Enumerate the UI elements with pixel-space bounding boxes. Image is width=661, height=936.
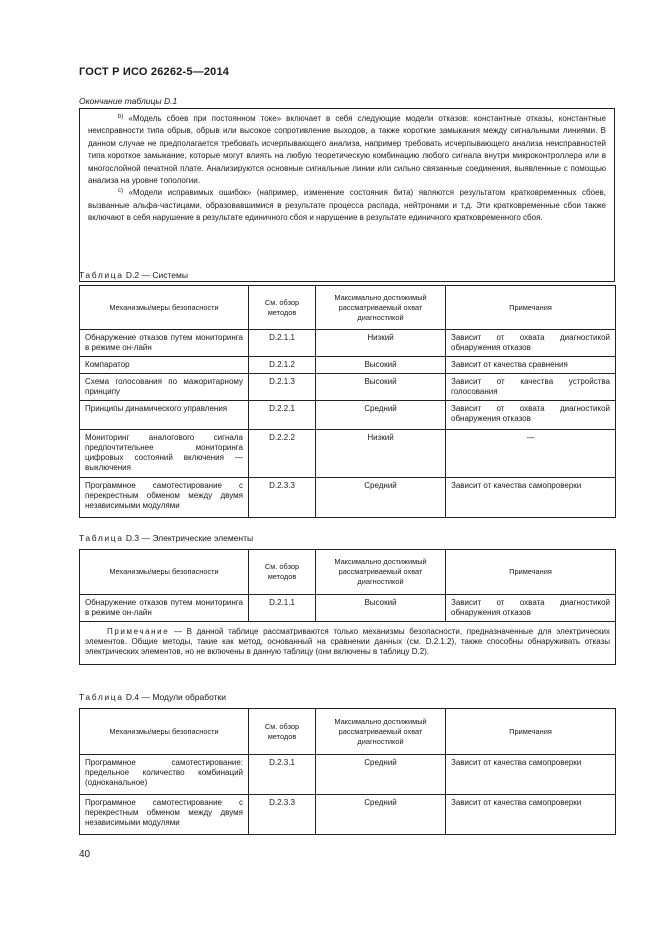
table-d4-caption-title: D.4 — Модули обработки — [123, 692, 226, 702]
table-cell: Зависит от охвата диагностикой обнаружения отказов — [446, 401, 616, 430]
table-header-row — [80, 286, 616, 330]
table-cell: Схема голосования по мажоритарному принципу — [80, 374, 249, 401]
table-d2-caption — [79, 270, 188, 280]
footnote-b-mark: b) — [118, 114, 124, 120]
table-cell: Низкий — [316, 430, 446, 478]
table-row — [80, 357, 616, 374]
column-header: Примечания — [446, 709, 616, 755]
table-cell: Средний — [316, 755, 446, 795]
table-d2-caption-label: Таблица — [79, 270, 124, 280]
column-header: См. обзор методов — [249, 286, 316, 330]
table-cell: D.2.2.1 — [249, 401, 316, 430]
table-cell: Низкий — [316, 330, 446, 357]
table-cell: D.2.3.3 — [249, 478, 316, 518]
table-cell: Программное самотестирование с перекрестным обменом между двумя независимыми модулями — [80, 795, 249, 835]
table-d3-note — [80, 622, 616, 665]
table-cell: D.2.1.3 — [249, 374, 316, 401]
table-row — [80, 595, 616, 622]
table-cell: D.2.1.2 — [249, 357, 316, 374]
table-cell: Зависит от качества устройства голосования — [446, 374, 616, 401]
table-d2 — [79, 285, 616, 518]
table-cell: Зависит от качества сравнения — [446, 357, 616, 374]
table-d3-note-label: Примечание — [107, 627, 170, 636]
table-cell: — — [446, 430, 616, 478]
table-d1-continuation-caption: Окончание таблицы D.1 — [79, 96, 178, 106]
table-row — [80, 401, 616, 430]
table-cell: Обнаружение отказов путем мониторинга в режиме он-лайн — [80, 595, 249, 622]
table-cell: D.2.3.1 — [249, 755, 316, 795]
table-d3-caption — [79, 533, 253, 543]
column-header: Механизмы/меры безопасности — [80, 286, 249, 330]
column-header: Примечания — [446, 286, 616, 330]
table-cell: Средний — [316, 401, 446, 430]
table-cell: Зависит от охвата диагностикой обнаружения отказов — [446, 595, 616, 622]
column-header: Максимально достижимый рассматриваемый охват диагностикой — [316, 709, 446, 755]
table-d4-caption-label: Таблица — [79, 692, 124, 702]
table-row — [80, 478, 616, 518]
table-cell: Высокий — [316, 357, 446, 374]
table-cell: Компаратор — [80, 357, 249, 374]
footnote-c-mark: c) — [118, 188, 123, 195]
table-row — [80, 330, 616, 357]
table-header-row — [80, 550, 616, 595]
footnote-c-text: «Модели исправимых ошибок» (например, изменение состояния бита) являются результатом кратковременных сбоев, вызванные альфа-частицами, образовавшимися в результате процесса распада, нейтронами и т.д. Эти кратковременные сбои также включают в себя нарушение в результате единичного сбоя и нарушение в результате единичного кратковременного сбоя. — [88, 188, 606, 223]
table-cell: D.2.3.3 — [249, 795, 316, 835]
table-cell: D.2.1.1 — [249, 330, 316, 357]
table-cell: D.2.2.2 — [249, 430, 316, 478]
column-header: См. обзор методов — [249, 550, 316, 595]
table-note-row — [80, 622, 616, 665]
footnote-b-text: «Модель сбоев при постоянном токе» включает в себя следующие модели отказов: константные отказы, константные неисправности типа обрыв, обрыв или высокое сопротивление выходов, а также короткие замыкания между сигнальными линиями. В данном случае не предполагается требовать исчерпывающего анализа, например требовать исчерпывающего анализа неисправностей типа короткое замыкание, которые могут влиять на любую теоретическую комбинацию любого сигнала внутри микроконтроллера или в многослойной печатной плате. Анализируются основные сигнальные линии или сильно связанные соединения, выявленные с помощью анализа на уровне топологии. — [88, 114, 606, 186]
table-d3-caption-title: D.3 — Электрические элементы — [123, 533, 254, 543]
table-d3-caption-label: Таблица — [79, 533, 124, 543]
table-cell: Мониторинг аналогового сигнала предпочтительнее мониторинга цифровых состояний включения — выключения — [80, 430, 249, 478]
table-cell: Зависит от качества самопроверки — [446, 795, 616, 835]
table-cell: Зависит от качества самопроверки — [446, 755, 616, 795]
table-row — [80, 430, 616, 478]
table-cell: Зависит от охвата диагностикой обнаружения отказов — [446, 330, 616, 357]
table-cell: Зависит от качества самопроверки — [446, 478, 616, 518]
table-cell: Обнаружение отказов путем мониторинга в режиме он-лайн — [80, 330, 249, 357]
column-header: Механизмы/меры безопасности — [80, 709, 249, 755]
table-header-row — [80, 709, 616, 755]
table-cell: Принципы динамического управления — [80, 401, 249, 430]
table-cell: Высокий — [316, 595, 446, 622]
table-d4-caption — [79, 692, 226, 702]
table-d3-note-text: — В данной таблице рассматриваются только механизмы безопасности, предназначенные для электрических элементов. Общие методы, такие как метод, основанный на сравнении данных (см. D.2.1.2), также способны обнаруживать отказы электрических элементов, но не включены в данную таблицу (они включены в таблицу D.2). — [85, 627, 610, 656]
table-d2-caption-title: D.2 — Системы — [123, 270, 188, 280]
table-cell: Средний — [316, 795, 446, 835]
table-d4 — [79, 708, 616, 835]
table-cell: Высокий — [316, 374, 446, 401]
table-d1-footnotes — [79, 108, 615, 282]
document-header: ГОСТ Р ИСО 26262-5—2014 — [79, 66, 230, 78]
table-cell: Средний — [316, 478, 446, 518]
page-number: 40 — [79, 849, 91, 860]
table-cell: D.2.1.1 — [249, 595, 316, 622]
table-cell: Программное самотестирование: предельное количество комбинаций (одноканальное) — [80, 755, 249, 795]
table-cell: Программное самотестирование с перекрестным обменом между двумя независимыми модулями — [80, 478, 249, 518]
footnote-b — [88, 113, 606, 187]
column-header: См. обзор методов — [249, 709, 316, 755]
column-header: Примечания — [446, 550, 616, 595]
table-row — [80, 795, 616, 835]
footnote-c — [88, 187, 606, 224]
column-header: Максимально достижимый рассматриваемый охват диагностикой — [316, 286, 446, 330]
column-header: Максимально достижимый рассматриваемый охват диагностикой — [316, 550, 446, 595]
column-header: Механизмы/меры безопасности — [80, 550, 249, 595]
table-row — [80, 755, 616, 795]
table-row — [80, 374, 616, 401]
table-d3 — [79, 549, 616, 665]
